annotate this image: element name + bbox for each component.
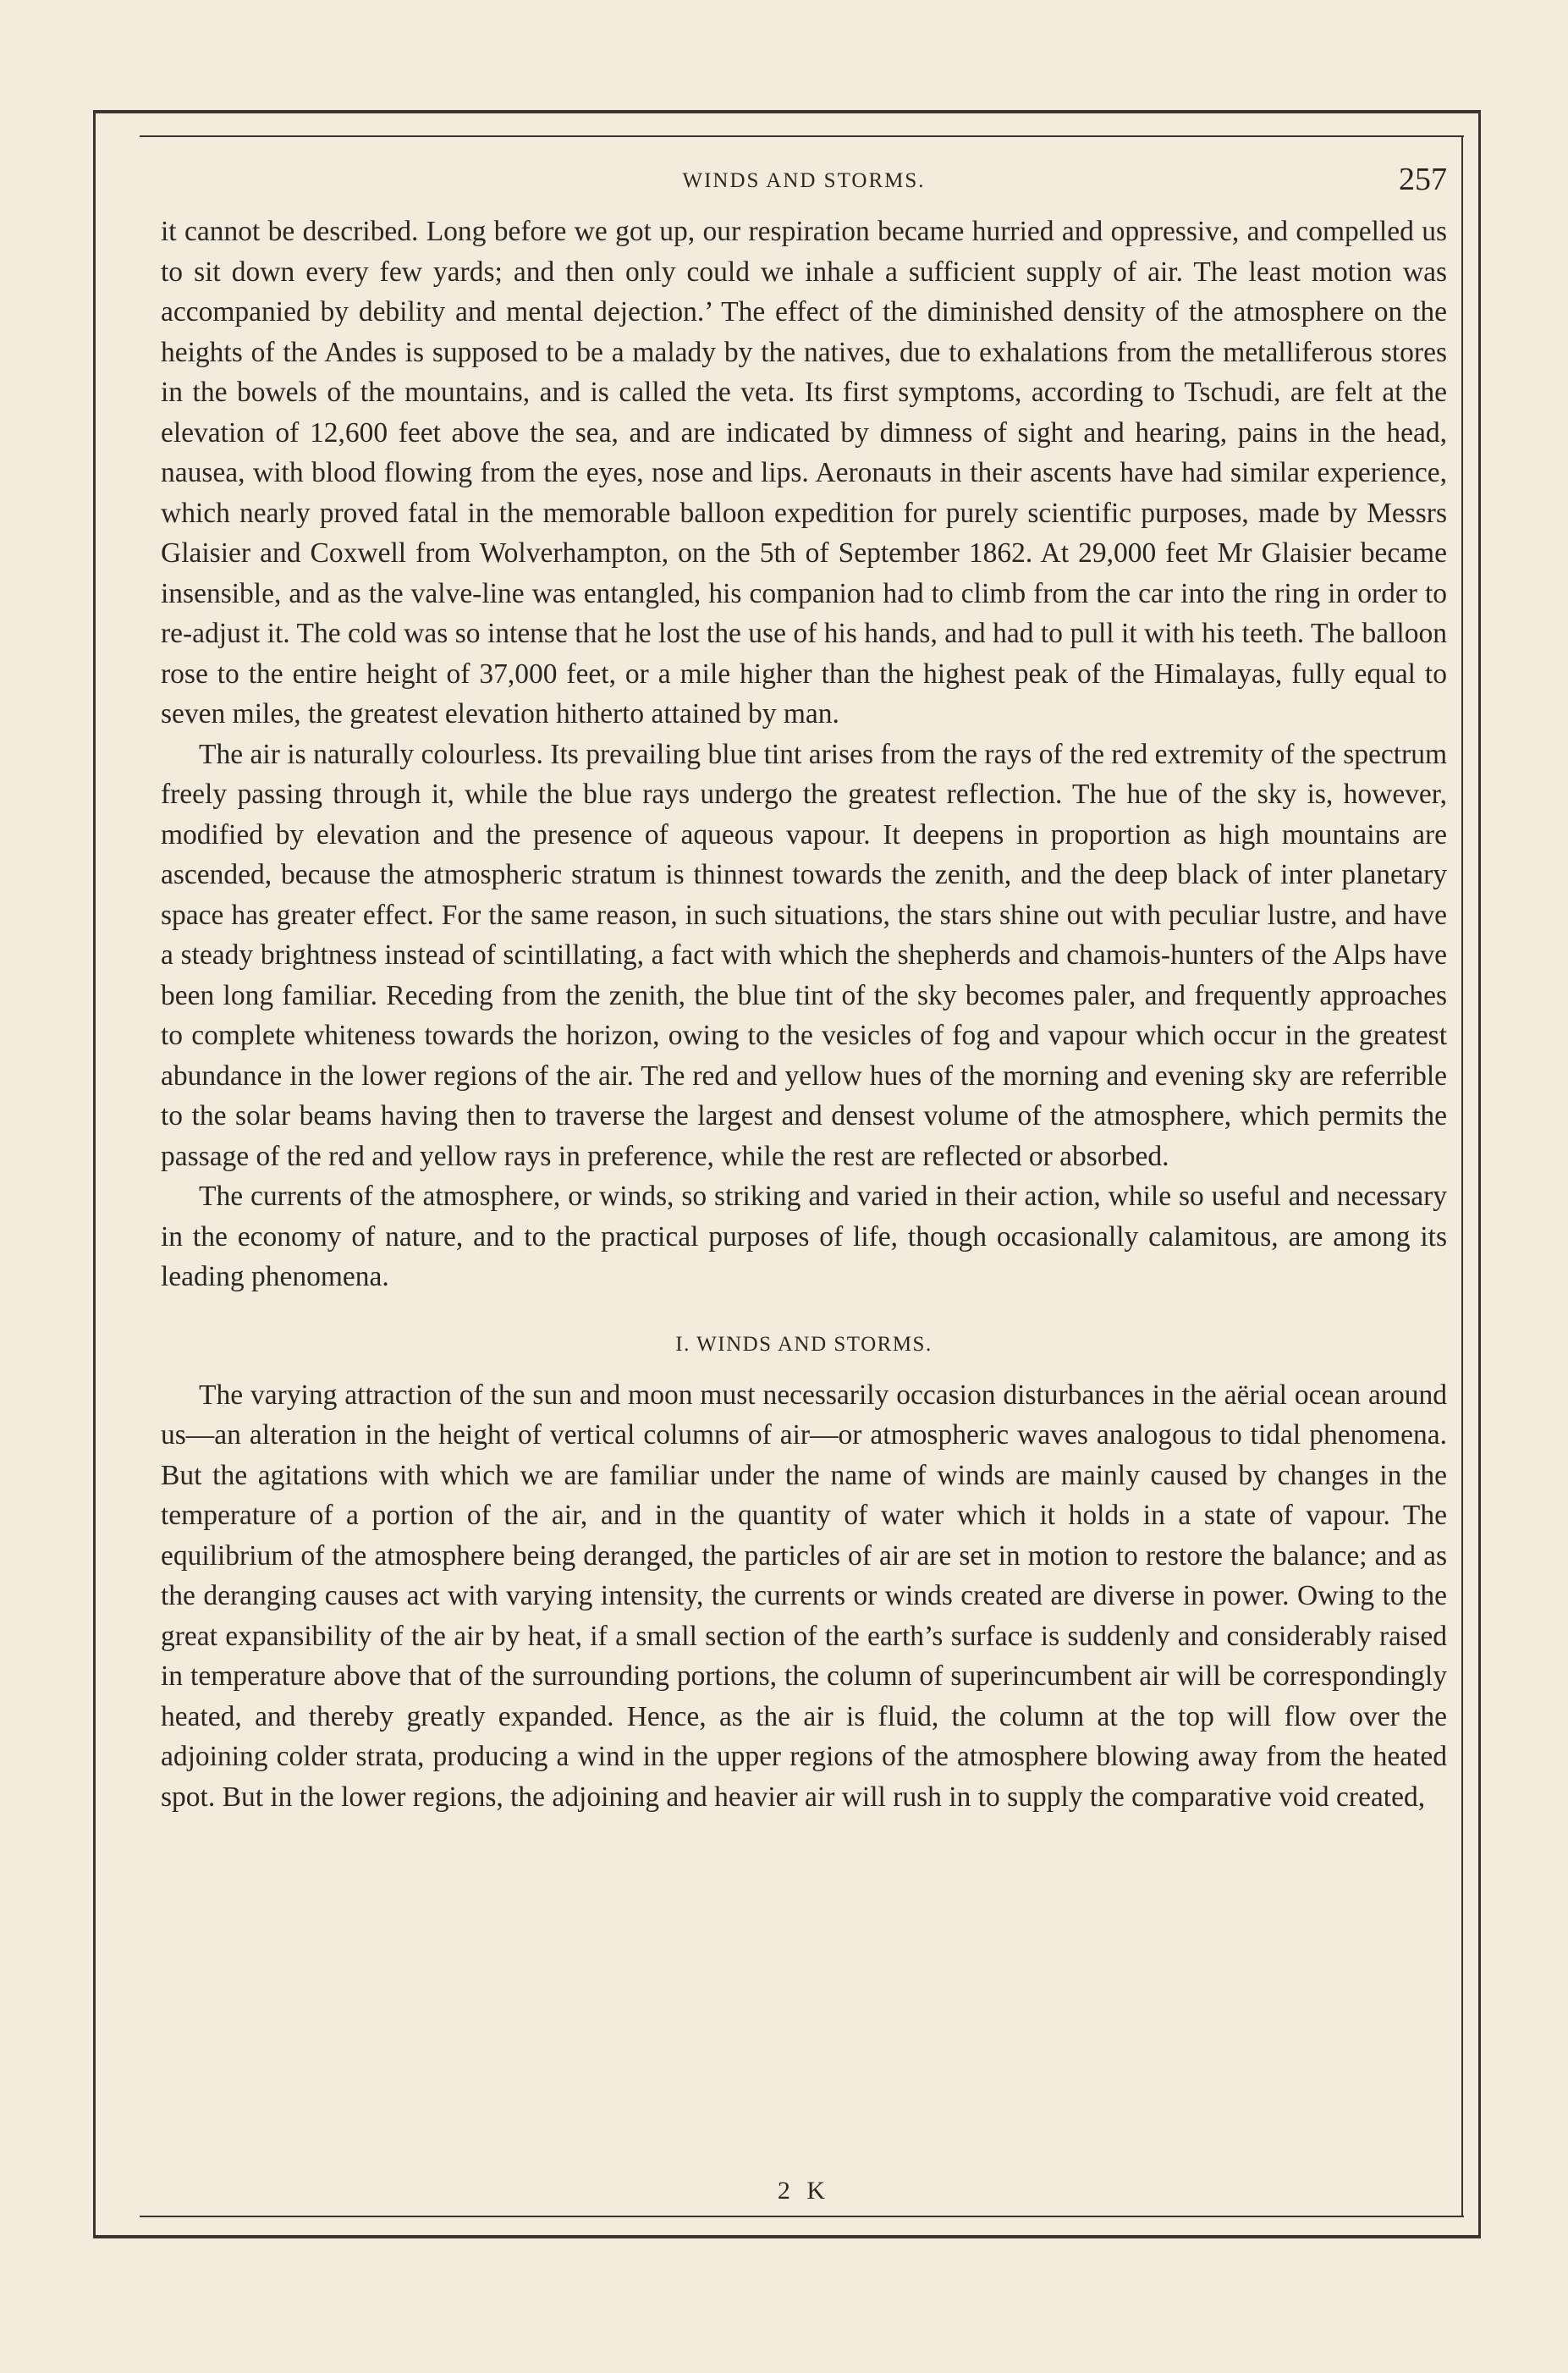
body-text [161,212,1447,1817]
top-rule [140,135,1464,137]
bottom-rule [140,2216,1464,2217]
side-rule [1461,135,1463,2216]
paragraph-1: it cannot be described. Long before we got up, our respiration became hurried and oppressive, and compelled us to sit down every few yards; and then only could we inhale a sufficient supply of air. The least motion was accompanied by debility and mental dejection.’ The effect of the diminished density of the atmosphere on the heights of the Andes is supposed to be a malady by the natives, due to exhalations from the metalliferous stores in the bowels of the mountains, and is called the veta. Its first symptoms, according to Tschudi, are felt at the elevation of 12,600 feet above the sea, and are indicated by dimness of sight and hearing, pains in the head, nausea, with blood flowing from the eyes, nose and lips. Aeronauts in their ascents have had similar experience, which nearly proved fatal in the memorable balloon expedition for purely scientific purposes, made by Messrs Glaisier and Coxwell from Wolverhampton, on the 5th of September 1862. At 29,000 feet Mr Glaisier became insensible, and as the valve-line was entangled, his companion had to climb from the car into the ring in order to re-adjust it. The cold was so intense that he lost the use of his hands, and had to pull it with his teeth. The balloon rose to the entire height of 37,000 feet, or a mile higher than the highest peak of the Himalayas, fully equal to seven miles, the greatest elevation hitherto attained by man. [161,216,1447,730]
paragraph-4: The varying attraction of the sun and moon must necessarily occasion disturbances in the aërial ocean around us—an alteration in the height of vertical columns of air—or atmospheric waves analogous to tidal phenomena. But the agitations with which we are familiar under the name of winds are mainly caused by changes in the temperature of a portion of the air, and in the quantity of water which it holds in a state of vapour. The equilibrium of the atmosphere being deranged, the particles of air are set in motion to restore the balance; and as the deranging causes act with varying intensity, the currents or winds created are diverse in power. Owing to the great expansibility of the air by heat, if a small section of the earth’s surface is suddenly and considerably raised in temperature above that of the surrounding portions, the column of superincumbent air will be correspondingly heated, and thereby greatly expanded. Hence, as the air is fluid, the column at the top will flow over the adjoining colder strata, producing a wind in the upper regions of the atmosphere blowing away from the heated spot. But in the lower regions, the adjoining and heavier air will rush in to supply the comparative void created, [161,1379,1447,1813]
page-header [161,162,1447,200]
signature-mark: 2 K [777,2177,831,2205]
paragraph-3: The currents of the atmosphere, or winds, so striking and varied in their action, while so useful and necessary in the economy of nature, and to the practical purposes of life, though occasionally calamitous, are among its leading phenomena. [161,1181,1447,1292]
section-heading: I. WINDS AND STORMS. [675,1332,933,1356]
running-title: WINDS AND STORMS. [682,169,926,192]
paragraph-2: The air is naturally colourless. Its prevailing blue tint arises from the rays of the red extremity of the spectrum freely passing through it, while the blue rays undergo the greatest reflection. The hue of the sky is, however, modified by elevation and the presence of aqueous vapour. It deepens in proportion as high mountains are ascended, because the atmospheric stratum is thinnest towards the zenith, and the deep black of inter planetary space has greater effect. For the same reason, in such situations, the stars shine out with peculiar lustre, and have a steady brightness instead of scintillating, a fact with which the shepherds and chamois-hunters of the Alps have been long familiar. Receding from the zenith, the blue tint of the sky becomes paler, and frequently approaches to complete whiteness towards the horizon, owing to the vesicles of fog and vapour which occur in the greatest abundance in the lower regions of the air. The red and yellow hues of the morning and evening sky are referrible to the solar beams having then to traverse the largest and densest volume of the atmosphere, which permits the passage of the red and yellow rays in preference, while the rest are reflected or absorbed. [161,738,1447,1172]
page-number: 257 [1399,162,1447,197]
